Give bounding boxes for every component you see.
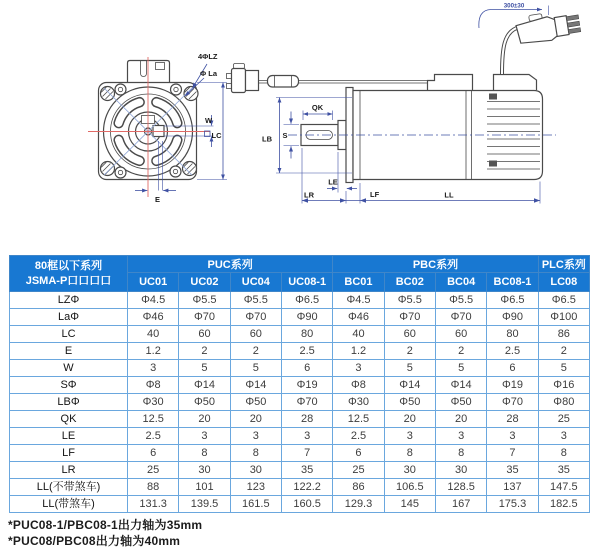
spec-cell: 5 [179, 360, 230, 377]
spec-cell: 6 [487, 360, 538, 377]
table-row [10, 394, 590, 411]
spec-cell: 2 [538, 343, 589, 360]
spec-cell: 137 [487, 479, 538, 496]
bolt-hole-br [183, 162, 197, 176]
spec-cell: Φ14 [384, 377, 435, 394]
spec-cell: 20 [179, 411, 230, 428]
spec-cell: 86 [538, 326, 589, 343]
spec-cell: 8 [384, 445, 435, 462]
spec-cell: 35 [538, 462, 589, 479]
row-label: LaΦ [10, 309, 128, 326]
front-view [88, 52, 227, 204]
spec-cell: 60 [230, 326, 281, 343]
table-header [10, 256, 590, 292]
spec-cell: Φ100 [538, 309, 589, 326]
screw-tl [115, 84, 126, 95]
table-row [10, 496, 590, 513]
model-column-header: BC01 [333, 273, 384, 292]
spec-cell: 40 [128, 326, 179, 343]
dimension-spec-table [9, 255, 590, 513]
spec-cell: Φ70 [179, 309, 230, 326]
spec-cell: 1.2 [128, 343, 179, 360]
power-connector [515, 8, 582, 46]
spec-cell: 3 [179, 428, 230, 445]
spec-cell: 80 [487, 326, 538, 343]
spec-cell: Φ50 [384, 394, 435, 411]
footnote-2: *PUC08/PBC08出力轴为40mm [8, 534, 181, 548]
spec-cell: 2.5 [333, 428, 384, 445]
row-label: SΦ [10, 377, 128, 394]
row-label: W [10, 360, 128, 377]
spec-cell: 106.5 [384, 479, 435, 496]
bolt-hole-bl [101, 162, 115, 176]
spec-cell: Φ6.5 [538, 292, 589, 309]
model-column-header: BC02 [384, 273, 435, 292]
table-row [10, 462, 590, 479]
table-row [10, 309, 590, 326]
spec-cell: 3 [538, 428, 589, 445]
spec-cell: 60 [435, 326, 486, 343]
spec-cell: 88 [128, 479, 179, 496]
bolt-hole-tl [101, 87, 115, 101]
footnotes [8, 517, 202, 549]
model-column-header: BC08-1 [487, 273, 538, 292]
spec-cell: Φ70 [384, 309, 435, 326]
spec-cell: Φ5.5 [179, 292, 230, 309]
side-view [227, 3, 582, 204]
spec-cell: 3 [384, 428, 435, 445]
spec-cell: 2.5 [128, 428, 179, 445]
spec-cell: 3 [333, 360, 384, 377]
row-label: LZΦ [10, 292, 128, 309]
spec-cell: 2 [230, 343, 281, 360]
spec-cell: 123 [230, 479, 281, 496]
spec-cell: 2 [384, 343, 435, 360]
label-key-length: QK [311, 103, 324, 112]
spec-cell: Φ70 [281, 394, 332, 411]
spec-cell: 25 [333, 462, 384, 479]
label-key-width: W [205, 116, 213, 125]
table-row [10, 343, 590, 360]
spec-cell: 7 [487, 445, 538, 462]
latch-top [489, 94, 497, 100]
spec-cell: 5 [230, 360, 281, 377]
spec-cell: 131.3 [128, 496, 179, 513]
spec-cell: 6 [333, 445, 384, 462]
model-column-header: UC02 [179, 273, 230, 292]
row-label: LC [10, 326, 128, 343]
label-bolt-hole: 4ΦLZ [198, 52, 218, 61]
spec-cell: 28 [281, 411, 332, 428]
spec-cell: 20 [435, 411, 486, 428]
spec-cell: Φ90 [281, 309, 332, 326]
corner-header: 80框以下系列 JSMA-P口口口口 [10, 256, 128, 292]
spec-cell: Φ30 [128, 394, 179, 411]
row-label: LL(带煞车) [10, 496, 128, 513]
spec-cell: 20 [384, 411, 435, 428]
model-column-header: UC04 [230, 273, 281, 292]
spec-cell: 160.5 [281, 496, 332, 513]
spec-cell: Φ14 [230, 377, 281, 394]
label-flange-thickness: LF [370, 190, 380, 199]
spec-cell: 3 [435, 428, 486, 445]
screw-bl [115, 167, 126, 178]
spec-cell: 8 [179, 445, 230, 462]
power-block [494, 75, 537, 91]
spec-cell: 5 [538, 360, 589, 377]
spec-cell: 122.2 [281, 479, 332, 496]
table-row [10, 377, 590, 394]
spec-cell: 60 [179, 326, 230, 343]
spec-cell: 8 [538, 445, 589, 462]
spec-cell: 2.5 [281, 343, 332, 360]
spec-cell: Φ50 [435, 394, 486, 411]
spec-cell: 3 [128, 360, 179, 377]
spec-cell: 6 [128, 445, 179, 462]
label-cable-length: 300±30 [503, 2, 525, 10]
series-group-header: PUC系列 [128, 256, 333, 273]
model-column-header: UC01 [128, 273, 179, 292]
row-label: LR [10, 462, 128, 479]
table-row [10, 428, 590, 445]
spec-cell: Φ4.5 [128, 292, 179, 309]
footnote-1: *PUC08-1/PBC08-1出力轴为35mm [8, 518, 203, 532]
spec-cell: Φ50 [230, 394, 281, 411]
row-label: E [10, 343, 128, 360]
spec-cell: 30 [230, 462, 281, 479]
spec-cell: 25 [538, 411, 589, 428]
keyway [153, 126, 164, 137]
series-group-header: PLC系列 [538, 256, 589, 273]
spec-cell: 80 [281, 326, 332, 343]
spec-cell: 35 [281, 462, 332, 479]
spec-cell: Φ19 [487, 377, 538, 394]
spec-cell: Φ70 [230, 309, 281, 326]
spec-cell: 7 [281, 445, 332, 462]
spec-cell: Φ5.5 [230, 292, 281, 309]
spec-cell: 5 [384, 360, 435, 377]
table-row [10, 411, 590, 428]
spec-cell: 30 [435, 462, 486, 479]
spec-cell: 101 [179, 479, 230, 496]
label-shaft-dia: S [282, 131, 288, 140]
row-label: QK [10, 411, 128, 428]
model-column-header: BC04 [435, 273, 486, 292]
spec-cell: 167 [435, 496, 486, 513]
spec-cell: Φ6.5 [487, 292, 538, 309]
table-row [10, 292, 590, 309]
spec-cell: 60 [384, 326, 435, 343]
screw-tr [171, 84, 182, 95]
spec-cell: Φ8 [333, 377, 384, 394]
label-flange-dia: Φ La [200, 69, 217, 78]
spec-cell: 145 [384, 496, 435, 513]
spec-cell: 175.3 [487, 496, 538, 513]
row-label: LBΦ [10, 394, 128, 411]
spec-cell: Φ5.5 [435, 292, 486, 309]
row-label: LL(不带煞车) [10, 479, 128, 496]
spec-cell: 8 [435, 445, 486, 462]
spec-cell: Φ16 [538, 377, 589, 394]
latch-bottom [489, 161, 497, 167]
spec-cell: Φ70 [487, 394, 538, 411]
spec-cell: 128.5 [435, 479, 486, 496]
spec-cell: 25 [128, 462, 179, 479]
spec-cell: 2 [179, 343, 230, 360]
spec-cell: Φ8 [128, 377, 179, 394]
spec-cell: 1.2 [333, 343, 384, 360]
table-row [10, 360, 590, 377]
spec-cell: 5 [435, 360, 486, 377]
spec-cell: 86 [333, 479, 384, 496]
spec-cell: Φ30 [333, 394, 384, 411]
spec-cell: 30 [384, 462, 435, 479]
spec-cell: 20 [230, 411, 281, 428]
spec-cell: 2 [435, 343, 486, 360]
series-group-header: PBC系列 [333, 256, 538, 273]
encoder-connector [232, 69, 246, 93]
spec-cell: Φ46 [128, 309, 179, 326]
spec-cell: Φ6.5 [281, 292, 332, 309]
spec-cell: 8 [230, 445, 281, 462]
label-key-offset: E [155, 195, 161, 204]
label-frame-size: LC [211, 131, 222, 140]
spec-cell: 12.5 [333, 411, 384, 428]
label-pilot-dia: LB [262, 134, 272, 144]
spec-cell: Φ14 [435, 377, 486, 394]
spec-cell: Φ70 [435, 309, 486, 326]
screw-br [170, 166, 181, 177]
spec-cell: 3 [230, 428, 281, 445]
label-boss-height: LE [328, 177, 338, 187]
spec-cell: 139.5 [179, 496, 230, 513]
spec-cell: 28 [487, 411, 538, 428]
table-row [10, 479, 590, 496]
encoder-block [428, 75, 473, 91]
table-body [10, 292, 590, 513]
spec-cell: Φ80 [538, 394, 589, 411]
spec-cell: 147.5 [538, 479, 589, 496]
spec-cell: 3 [487, 428, 538, 445]
spec-cell: 30 [179, 462, 230, 479]
model-column-header: UC08-1 [281, 273, 332, 292]
row-label: LE [10, 428, 128, 445]
spec-cell: 161.5 [230, 496, 281, 513]
spec-cell: 12.5 [128, 411, 179, 428]
table-row [10, 326, 590, 343]
spec-cell: Φ46 [333, 309, 384, 326]
label-shaft-length: LR [304, 190, 314, 200]
spec-cell: 35 [487, 462, 538, 479]
spec-cell: 182.5 [538, 496, 589, 513]
row-label: LF [10, 445, 128, 462]
spec-cell: 129.3 [333, 496, 384, 513]
table-row [10, 445, 590, 462]
spec-cell: 3 [281, 428, 332, 445]
spec-cell: 6 [281, 360, 332, 377]
label-body-length: LL [444, 190, 454, 200]
spec-cell: Φ14 [179, 377, 230, 394]
ferrite-bead [268, 76, 299, 88]
spec-cell: Φ5.5 [384, 292, 435, 309]
spec-cell: 2.5 [487, 343, 538, 360]
model-column-header: LC08 [538, 273, 589, 292]
dimension-drawing [0, 0, 600, 252]
spec-cell: Φ4.5 [333, 292, 384, 309]
spec-cell: Φ90 [487, 309, 538, 326]
spec-cell: 40 [333, 326, 384, 343]
spec-cell: Φ50 [179, 394, 230, 411]
spec-cell: Φ19 [281, 377, 332, 394]
